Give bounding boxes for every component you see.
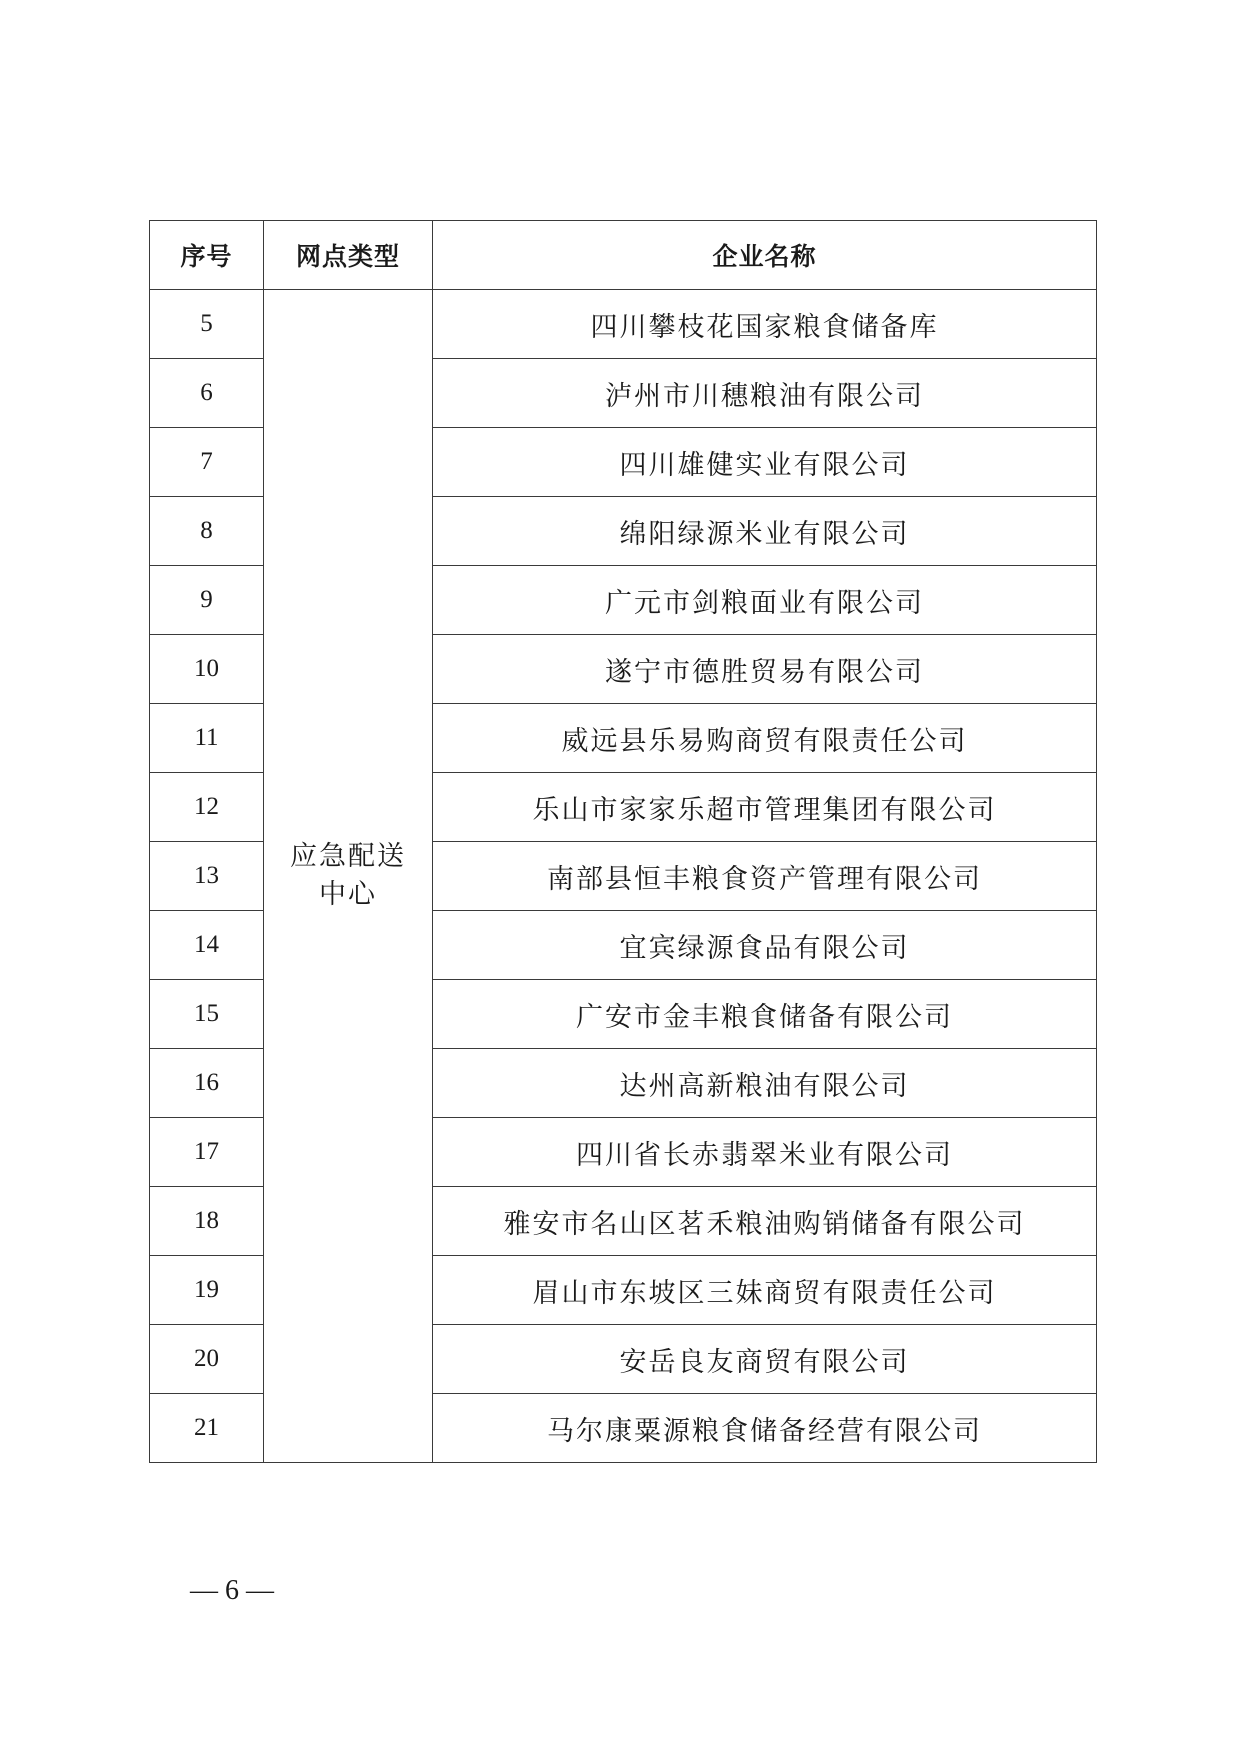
row-serial-number: 10 <box>150 635 264 704</box>
header-outlet-type: 网点类型 <box>264 221 433 290</box>
row-enterprise-name: 遂宁市德胜贸易有限公司 <box>433 635 1097 704</box>
row-serial-number: 17 <box>150 1118 264 1187</box>
outlet-type-line-1: 应急配送 <box>290 841 406 872</box>
row-serial-number: 16 <box>150 1049 264 1118</box>
row-enterprise-name: 威远县乐易购商贸有限责任公司 <box>433 704 1097 773</box>
row-enterprise-name: 雅安市名山区茗禾粮油购销储备有限公司 <box>433 1187 1097 1256</box>
row-serial-number: 8 <box>150 497 264 566</box>
page-number: — 6 — <box>190 1575 274 1606</box>
row-serial-number: 13 <box>150 842 264 911</box>
row-serial-number: 15 <box>150 980 264 1049</box>
row-serial-number: 20 <box>150 1325 264 1394</box>
row-enterprise-name: 泸州市川穗粮油有限公司 <box>433 359 1097 428</box>
row-enterprise-name: 绵阳绿源米业有限公司 <box>433 497 1097 566</box>
row-enterprise-name: 四川雄健实业有限公司 <box>433 428 1097 497</box>
outlet-type-cell <box>264 290 433 1463</box>
row-serial-number: 11 <box>150 704 264 773</box>
row-enterprise-name: 安岳良友商贸有限公司 <box>433 1325 1097 1394</box>
row-serial-number: 18 <box>150 1187 264 1256</box>
header-serial-number: 序号 <box>150 221 264 290</box>
row-enterprise-name: 四川省长赤翡翠米业有限公司 <box>433 1118 1097 1187</box>
table-header-row <box>150 221 1097 290</box>
row-enterprise-name: 马尔康粟源粮食储备经营有限公司 <box>433 1394 1097 1463</box>
row-enterprise-name: 乐山市家家乐超市管理集团有限公司 <box>433 773 1097 842</box>
header-enterprise-name: 企业名称 <box>433 221 1097 290</box>
table-row <box>150 290 1097 359</box>
row-serial-number: 7 <box>150 428 264 497</box>
row-enterprise-name: 广安市金丰粮食储备有限公司 <box>433 980 1097 1049</box>
row-serial-number: 12 <box>150 773 264 842</box>
row-serial-number: 5 <box>150 290 264 359</box>
row-enterprise-name: 南部县恒丰粮食资产管理有限公司 <box>433 842 1097 911</box>
outlet-type-line-2: 中心 <box>319 879 377 910</box>
row-serial-number: 14 <box>150 911 264 980</box>
row-serial-number: 9 <box>150 566 264 635</box>
row-serial-number: 21 <box>150 1394 264 1463</box>
row-enterprise-name: 宜宾绿源食品有限公司 <box>433 911 1097 980</box>
row-enterprise-name: 达州高新粮油有限公司 <box>433 1049 1097 1118</box>
row-enterprise-name: 四川攀枝花国家粮食储备库 <box>433 290 1097 359</box>
row-enterprise-name: 眉山市东坡区三妹商贸有限责任公司 <box>433 1256 1097 1325</box>
row-serial-number: 6 <box>150 359 264 428</box>
enterprise-table <box>149 220 1097 1463</box>
row-serial-number: 19 <box>150 1256 264 1325</box>
row-enterprise-name: 广元市剑粮面业有限公司 <box>433 566 1097 635</box>
